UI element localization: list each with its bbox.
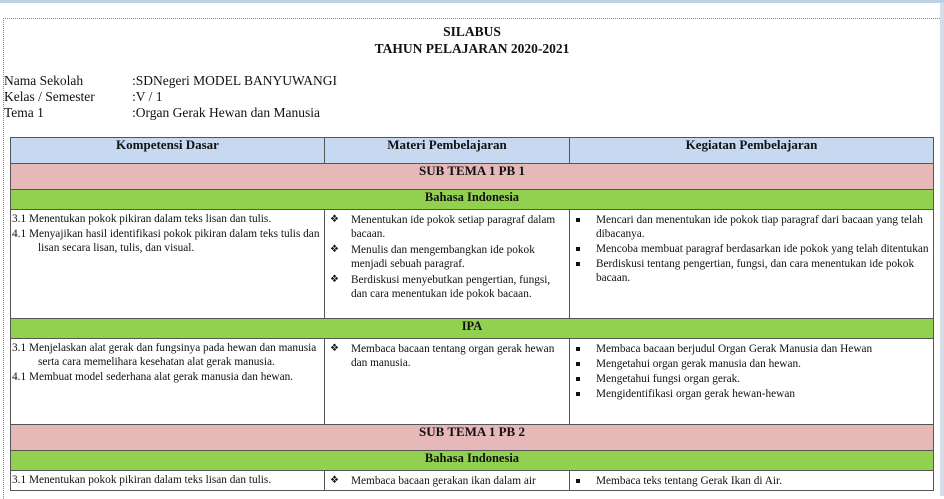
- header-kompetensi: Kompetensi Dasar: [11, 138, 325, 164]
- subtema-row: SUB TEMA 1 PB 2: [11, 425, 934, 451]
- list-item: Mengetahui fungsi organ gerak.: [570, 372, 931, 386]
- kd-item: 3.1 Menjelaskan alat gerak dan fungsinya pada hewan dan manusia serta cara memelihara kesehatan alat gerak manusia.: [12, 342, 317, 368]
- table-row: [11, 210, 934, 319]
- list-item: Mencari dan menentukan ide pokok tiap paragraf dari bacaan yang telah dibacanya.: [570, 213, 931, 241]
- square-bullet-icon: [576, 347, 580, 351]
- kegiatan-cell: [570, 210, 934, 319]
- list-item: Berdiskusi tentang pengertian, fungsi, dan cara menentukan ide pokok bacaan.: [570, 257, 931, 285]
- kd-item: 4.1 Menyajikan hasil identifikasi pokok pikiran dalam teks tulis dan lisan secara lisan, tulis, dan visual.: [12, 228, 320, 254]
- square-bullet-icon: [576, 392, 580, 396]
- document-title: SILABUS: [443, 24, 501, 39]
- window-top-edge: [0, 0, 944, 3]
- kegiatan-cell: [570, 339, 934, 425]
- diamond-bullet-icon: ❖: [330, 343, 339, 354]
- materi-cell: [325, 339, 570, 425]
- header-kegiatan: Kegiatan Pembelajaran: [570, 138, 934, 164]
- list-item: ❖ Berdiskusi menyebutkan pengertian, fungsi, dan cara menentukan ide pokok bacaan.: [330, 274, 551, 300]
- info-theme: [4, 105, 320, 121]
- square-bullet-icon: [576, 218, 580, 222]
- square-bullet-icon: [576, 479, 580, 483]
- diamond-bullet-icon: ❖: [330, 244, 339, 255]
- subject-row: IPA: [11, 319, 934, 339]
- list-item: Mengidentifikasi organ gerak hewan-hewan: [570, 387, 931, 401]
- diamond-bullet-icon: ❖: [330, 274, 339, 285]
- kd-cell: [11, 471, 325, 491]
- table-row: [11, 471, 934, 491]
- table-header-row: [11, 138, 934, 164]
- info-label: Kelas / Semester: [4, 89, 95, 104]
- kd-cell: [11, 210, 325, 319]
- kd-item: 3.1 Menentukan pokok pikiran dalam teks lisan dan tulis.: [12, 213, 272, 225]
- kegiatan-cell: [570, 471, 934, 491]
- kd-item: 3.1 Menentukan pokok pikiran dalam teks lisan dan tulis.: [12, 474, 272, 486]
- info-class: [4, 89, 163, 105]
- list-item: ❖ Menentukan ide pokok setiap paragraf dalam bacaan.: [330, 214, 556, 240]
- kd-item: 4.1 Membuat model sederhana alat gerak manusia dan hewan.: [12, 371, 294, 383]
- table-row: [11, 339, 934, 425]
- subject-row: Bahasa Indonesia: [11, 451, 934, 471]
- diamond-bullet-icon: ❖: [330, 214, 339, 225]
- list-item: Membaca bacaan berjudul Organ Gerak Manusia dan Hewan: [570, 342, 931, 356]
- list-item: Membaca teks tentang Gerak Ikan di Air.: [570, 474, 931, 488]
- info-label: Nama Sekolah: [4, 73, 84, 88]
- list-item: Mengetahui organ gerak manusia dan hewan.: [570, 357, 931, 371]
- square-bullet-icon: [576, 247, 580, 251]
- scrollbar-edge[interactable]: [940, 3, 944, 496]
- info-label: Tema 1: [4, 105, 44, 120]
- list-item: ❖ Membaca bacaan gerakan ikan dalam air: [330, 475, 536, 487]
- list-item: Mencoba membuat paragraf berdasarkan ide pokok yang telah ditentukan: [570, 242, 931, 256]
- info-value: :Organ Gerak Hewan dan Manusia: [132, 105, 320, 120]
- diamond-bullet-icon: ❖: [330, 475, 339, 486]
- list-item: ❖ Menulis dan mengembangkan ide pokok menjadi sebuah paragraf.: [330, 244, 535, 270]
- materi-cell: [325, 210, 570, 319]
- header-materi: Materi Pembelajaran: [325, 138, 570, 164]
- square-bullet-icon: [576, 262, 580, 266]
- materi-cell: [325, 471, 570, 491]
- subtema-row: SUB TEMA 1 PB 1: [11, 164, 934, 190]
- info-value: :SDNegeri MODEL BANYUWANGI: [132, 73, 337, 88]
- list-item: ❖ Membaca bacaan tentang organ gerak hewan dan manusia.: [330, 343, 555, 369]
- info-value: :V / 1: [132, 89, 163, 104]
- square-bullet-icon: [576, 362, 580, 366]
- square-bullet-icon: [576, 377, 580, 381]
- syllabus-table: [10, 137, 934, 491]
- info-school: [4, 73, 337, 89]
- document-subtitle: TAHUN PELAJARAN 2020-2021: [374, 41, 570, 56]
- subject-row: Bahasa Indonesia: [11, 190, 934, 210]
- kd-cell: [11, 339, 325, 425]
